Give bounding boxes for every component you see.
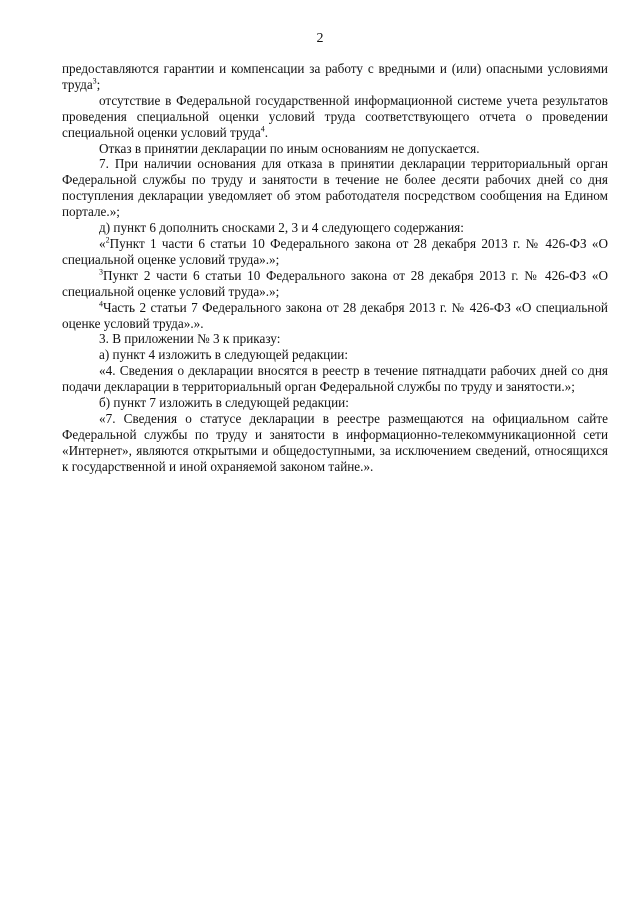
paragraph-no-other-grounds: Отказ в принятии декларации по иным основаниям не допускается. xyxy=(99,140,480,156)
paragraph-appendix-3: 3. В приложении № 3 к приказу: xyxy=(99,331,281,347)
footnote-2-text: «$^2$Пункт 1 части 6 статьи 10 Федерального закона от 28 декабря 2013 г. № 426-ФЗ «О специальной оценке условий труда».»; xyxy=(62,235,608,267)
paragraph-item-d-footnotes: д) пункт 6 дополнить сносками 2, 3 и 4 следующего содержания: xyxy=(99,220,464,236)
footnote-ref-4: 4 xyxy=(260,124,265,134)
paragraph-missing-report: отсутствие в Федеральной государственной информационной системе учета результатов проведения специальной оценки условий труда соответствующего отчета о проведении специальной оценки условий труда$^4$. xyxy=(62,92,608,140)
paragraph-item-7-status: «7. Сведения о статусе декларации в реестре размещаются на официальном сайте Федеральной службы по труду и занятости в информационно-телекоммуникационной сети «Интернет», являются открытыми и общедоступными, за исключением сведений, относящихся к государственной и иной охраняемой законом тайне.». xyxy=(62,410,608,474)
paragraph-item-a: а) пункт 4 изложить в следующей редакции: xyxy=(99,347,349,363)
footnote-mark-4: 4 xyxy=(99,299,103,309)
footnote-mark-2: 2 xyxy=(105,235,110,245)
paragraph-item-b: б) пункт 7 изложить в следующей редакции: xyxy=(99,395,349,411)
footnote-4-text: $^4$Часть 2 статьи 7 Федерального закона от 28 декабря 2013 г. № 426-ФЗ «О специальной оценке условий труда».». xyxy=(62,299,608,331)
footnote-ref-3: 3 xyxy=(92,76,97,86)
footnote-mark-3: 3 xyxy=(99,267,103,277)
paragraph-item-7-refusal: 7. При наличии основания для отказа в принятии декларации территориальный орган Федеральной службы по труду и занятости в течение не более десяти рабочих дней со дня поступления декларации уведомляет об этом работодателя посредством сообщения на Едином портале.»; xyxy=(62,156,608,220)
paragraph-working-conditions: предоставляются гарантии и компенсации за работу с вредными и (или) опасными условиями труда$^3$; xyxy=(62,61,608,92)
document-body xyxy=(62,61,608,475)
paragraph-item-4-registry: «4. Сведения о декларации вносятся в реестр в течение пятнадцати рабочих дней со дня подачи декларации в территориальный орган Федеральной службы по труду и занятости.»; xyxy=(62,363,608,395)
footnote-3-text: $^3$Пункт 2 части 6 статьи 10 Федерального закона от 28 декабря 2013 г. № 426-ФЗ «О специальной оценке условий труда».»; xyxy=(62,267,608,299)
page-number: 2 xyxy=(316,31,324,46)
